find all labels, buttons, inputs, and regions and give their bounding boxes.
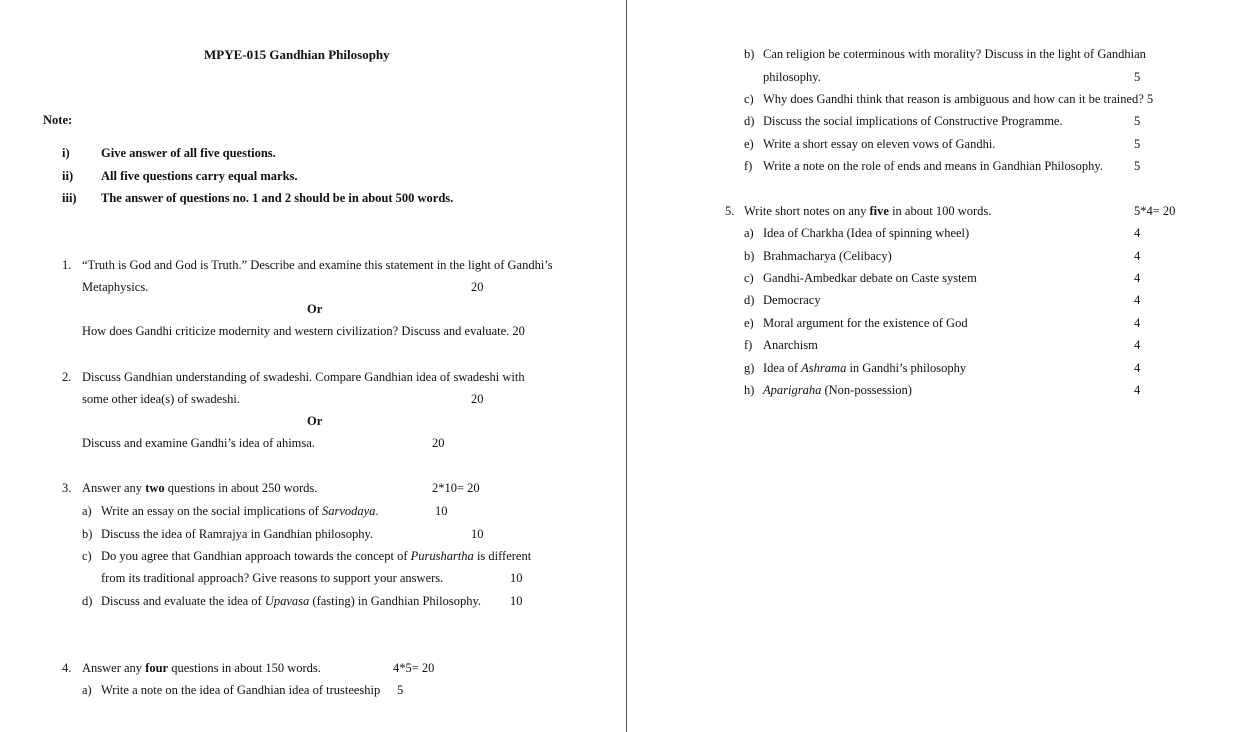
question-number: 3. <box>62 481 72 495</box>
subquestion-marks: 10 <box>510 594 523 608</box>
subquestion-text: Idea of Charkha (Idea of spinning wheel) <box>763 226 970 240</box>
subquestion-text: Do you agree that Gandhian approach towards the concept of Purushartha is different <box>101 549 532 563</box>
subquestion-marks: 5 <box>1134 137 1141 151</box>
question-text: Answer any four questions in about 150 words. <box>82 661 321 675</box>
question-number: 2. <box>62 370 72 384</box>
subquestion-marks: 4 <box>1134 316 1141 330</box>
question-text: Write short notes on any five in about 100 words. <box>744 204 992 218</box>
subquestion-label: a) <box>744 226 754 240</box>
subquestion-label: e) <box>744 316 754 330</box>
subquestion-text: Can religion be coterminous with morality? Discuss in the light of Gandhian <box>763 47 1146 61</box>
question-marks: 20 <box>471 392 484 406</box>
subquestion-text: Why does Gandhi think that reason is ambiguous and how can it be trained? 5 <box>763 92 1154 106</box>
subquestion-text: Anarchism <box>763 338 818 352</box>
note-number: i) <box>62 146 70 160</box>
subquestion-text: from its traditional approach? Give reasons to support your answers. <box>101 571 444 585</box>
subquestion-marks: 10 <box>435 504 448 518</box>
subquestion-text: Write a note on the idea of Gandhian idea of trusteeship <box>101 683 381 697</box>
subquestion-marks: 4 <box>1134 226 1141 240</box>
subquestion-marks: 10 <box>510 571 523 585</box>
or-separator: Or <box>307 414 323 428</box>
subquestion-label: b) <box>744 47 755 61</box>
subquestion-label: f) <box>744 338 753 352</box>
subquestion-text: Write a note on the role of ends and means in Gandhian Philosophy. <box>763 159 1103 173</box>
subquestion-text: Discuss and evaluate the idea of Upavasa (fasting) in Gandhian Philosophy. <box>101 594 482 608</box>
question-text: some other idea(s) of swadeshi. <box>82 392 240 406</box>
subquestion-marks: 4 <box>1134 361 1141 375</box>
note-label: Note: <box>43 113 73 127</box>
subquestion-label: b) <box>82 527 93 541</box>
subquestion-text: Democracy <box>763 293 821 307</box>
subquestion-label: f) <box>744 159 753 173</box>
subquestion-text: Write a short essay on eleven vows of Gandhi. <box>763 137 996 151</box>
note-text: The answer of questions no. 1 and 2 should be in about 500 words. <box>101 191 454 205</box>
right-page <box>627 0 1250 732</box>
subquestion-label: c) <box>744 92 754 106</box>
subquestion-label: g) <box>744 361 755 375</box>
subquestion-label: e) <box>744 137 754 151</box>
subquestion-marks: 4 <box>1134 383 1141 397</box>
subquestion-marks: 5 <box>1134 70 1141 84</box>
question-text: Metaphysics. <box>82 280 149 294</box>
subquestion-label: d) <box>82 594 93 608</box>
subquestion-text: Discuss the idea of Ramrajya in Gandhian philosophy. <box>101 527 374 541</box>
question-text: Answer any two questions in about 250 words. <box>82 481 318 495</box>
question-number: 1. <box>62 258 72 272</box>
subquestion-label: a) <box>82 683 92 697</box>
subquestion-marks: 10 <box>471 527 484 541</box>
question-marks: 4*5= 20 <box>393 661 435 675</box>
or-separator: Or <box>307 302 323 316</box>
subquestion-label: d) <box>744 114 755 128</box>
subquestion-marks: 5 <box>1134 159 1141 173</box>
subquestion-label: c) <box>744 271 754 285</box>
question-marks: 20 <box>471 280 484 294</box>
note-text: Give answer of all five questions. <box>101 146 276 160</box>
subquestion-marks: 4 <box>1134 338 1141 352</box>
question-number: 5. <box>725 204 735 218</box>
note-text: All five questions carry equal marks. <box>101 169 298 183</box>
exam-title: MPYE-015 Gandhian Philosophy <box>204 47 390 62</box>
subquestion-text: Moral argument for the existence of God <box>763 316 968 330</box>
question-text: “Truth is God and God is Truth.” Describe and examine this statement in the light of Gandhi’s <box>82 258 553 272</box>
question-text: Discuss Gandhian understanding of swadeshi. Compare Gandhian idea of swadeshi with <box>82 370 525 384</box>
note-number: ii) <box>62 169 74 183</box>
subquestion-label: c) <box>82 549 92 563</box>
question-number: 4. <box>62 661 72 675</box>
subquestion-label: b) <box>744 249 755 263</box>
subquestion-text: philosophy. <box>763 70 821 84</box>
subquestion-text: Discuss the social implications of Constructive Programme. <box>763 114 1063 128</box>
subquestion-text: Brahmacharya (Celibacy) <box>763 249 892 263</box>
subquestion-label: h) <box>744 383 755 397</box>
subquestion-marks: 4 <box>1134 293 1141 307</box>
note-number: iii) <box>62 191 77 205</box>
subquestion-text: Aparigraha (Non-possession) <box>763 383 912 397</box>
question-text: How does Gandhi criticize modernity and western civilization? Discuss and evaluate. 20 <box>82 324 525 338</box>
question-marks: 2*10= 20 <box>432 481 480 495</box>
subquestion-marks: 4 <box>1134 249 1141 263</box>
subquestion-text: Gandhi-Ambedkar debate on Caste system <box>763 271 977 285</box>
subquestion-text: Write an essay on the social implications of Sarvodaya. <box>101 504 379 518</box>
subquestion-marks: 5 <box>397 683 404 697</box>
question-text: Discuss and examine Gandhi’s idea of ahimsa. <box>82 436 315 450</box>
subquestion-marks: 4 <box>1134 271 1141 285</box>
question-marks: 20 <box>432 436 445 450</box>
subquestion-text: Idea of Ashrama in Gandhi’s philosophy <box>763 361 967 375</box>
question-marks: 5*4= 20 <box>1134 204 1176 218</box>
subquestion-label: d) <box>744 293 755 307</box>
subquestion-marks: 5 <box>1134 114 1141 128</box>
subquestion-label: a) <box>82 504 92 518</box>
